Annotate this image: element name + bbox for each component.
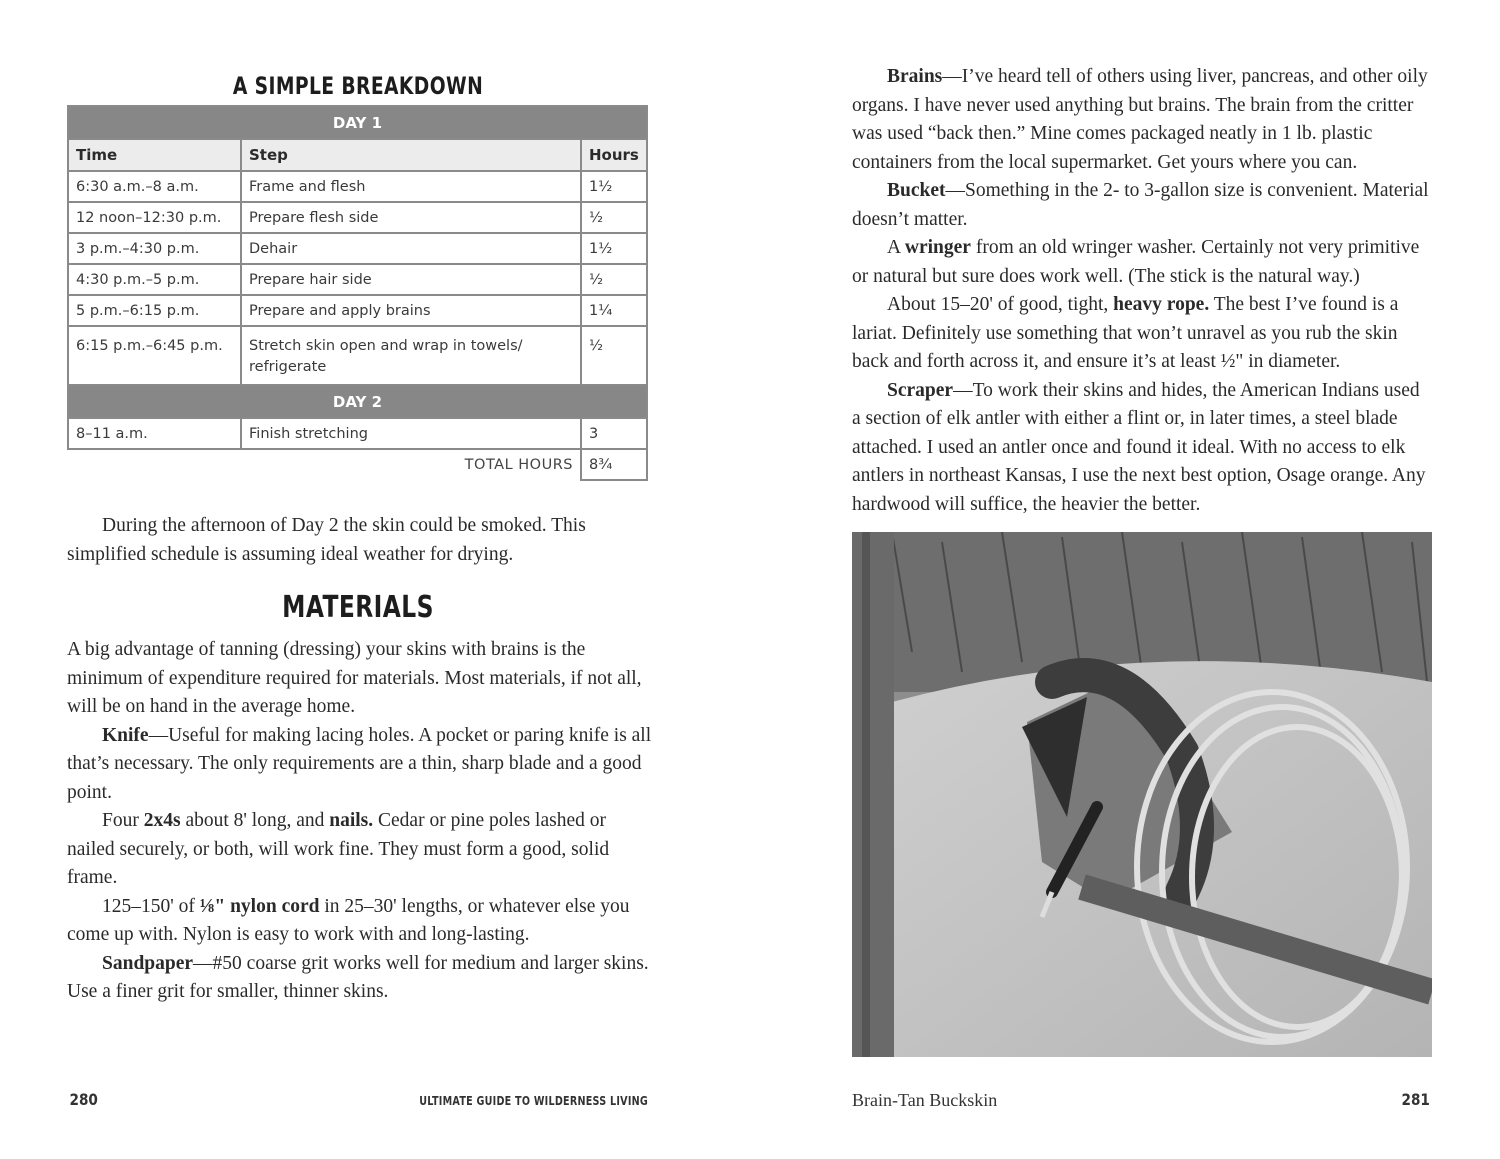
cord-paragraph [67,893,652,950]
table-row [68,233,647,264]
tools-photo-illustration [852,532,1432,1057]
knife-term: Knife [102,724,149,746]
rope-paragraph [852,291,1432,377]
bucket-text: —Something in the 2- to 3-gallon size is convenient. Material doesn’t matter. [852,180,1429,230]
hours-cell: 1½ [581,171,647,202]
schedule-note-paragraph: During the afternoon of Day 2 the skin could be smoked. This simplified schedule is assuming ideal weather for drying. [67,515,586,565]
breakdown-heading: A SIMPLE BREAKDOWN [232,72,484,100]
materials-text [67,636,652,1007]
column-header-row [68,139,647,171]
column-header-hours: Hours [581,139,647,171]
day1-header-row [68,106,647,139]
materials-intro: A big advantage of tanning (dressing) your skins with brains is the minimum of expenditure required for materials. Most materials, if not all, will be on hand in the average home. [67,639,642,717]
running-title-right: Brain-Tan Buckskin [852,1090,998,1110]
table-row [68,295,647,326]
brains-text: —I’ve heard tell of others using liver, pancreas, and other oily organs. I have never used anything but brains. The brain from the critter was used “back then.” Mine comes packaged neatly in 1 lb. plastic containers from the local supermarket. Get yours where you can. [852,66,1428,173]
brains-paragraph [852,63,1432,177]
brains-term: Brains [887,66,943,87]
scraper-text: —To work their skins and hides, the American Indians used a section of elk antler with either a flint or, in later times, a steel blade attached. I used an antler once and found it ideal. With no access to elk antlers in northeast Kansas, I use the next best option, Osage orange. Any hardwood will suffice, the heavier the better. [852,379,1426,515]
day1-label: DAY 1 [68,106,647,139]
table-row [68,418,647,449]
hours-cell: ½ [581,326,647,385]
materials-heading: MATERIALS [282,590,434,625]
lumber-pre: Four [102,810,144,831]
schedule-table [67,105,648,481]
time-cell: 5 p.m.–6:15 p.m. [68,295,241,326]
step-cell: Stretch skin open and wrap in towels/ refrigerate [241,326,581,385]
knife-text: —Useful for making lacing holes. A pocket or paring knife is all that’s necessary. The only requirements are a thin, sharp blade and a good point. [67,724,652,803]
hours-cell: 3 [581,418,647,449]
hours-cell: ½ [581,202,647,233]
sandpaper-paragraph [67,950,652,1007]
page-number-right: 281 [1401,1090,1430,1109]
wringer-pre: A [887,237,905,258]
lumber-mid: about 8' long, and [180,810,330,831]
sandpaper-term: Sandpaper [102,952,194,974]
rope-pre: About 15–20' of good, tight, [887,294,1114,315]
schedule-note [67,512,652,569]
bucket-term: Bucket [887,180,946,201]
knife-paragraph [67,722,652,808]
wringer-post: from an old wringer washer. Certainly not very primitive or natural but sure does work well. (The stick is the natural way.) [852,237,1420,287]
cord-post: in 25–30' lengths, or whatever else you come up with. Nylon is easy to work with and long-lasting. [67,895,630,945]
table-row [68,264,647,295]
total-row [68,449,647,480]
time-cell: 4:30 p.m.–5 p.m. [68,264,241,295]
step-cell: Frame and flesh [241,171,581,202]
wringer-term: wringer [904,237,971,258]
day2-label: DAY 2 [68,385,647,418]
table-row [68,326,647,385]
page-number-left: 280 [69,1090,98,1109]
tools-photo [852,532,1432,1057]
materials-continued [852,63,1432,519]
lumber-post: Cedar or pine poles lashed or nailed securely, or both, will work fine. They must form a good, solid frame. [67,810,610,888]
step-cell: Prepare and apply brains [241,295,581,326]
rope-post: The best I’ve found is a lariat. Definitely use something that won’t unravel as you rub the skin back and forth across it, and ensure it’s at least ½" in diameter. [852,294,1399,372]
step-cell: Dehair [241,233,581,264]
day2-header-row [68,385,647,418]
scraper-term: Scraper [887,379,954,401]
total-hours-label: TOTAL HOURS [464,457,573,473]
step-cell: Prepare flesh side [241,202,581,233]
time-cell: 3 p.m.–4:30 p.m. [68,233,241,264]
step-cell: Prepare hair side [241,264,581,295]
cord-pre: 125–150' of [102,895,200,917]
step-cell: Finish stretching [241,418,581,449]
hours-cell: 1¼ [581,295,647,326]
time-cell: 12 noon–12:30 p.m. [68,202,241,233]
bucket-paragraph [852,177,1432,234]
column-header-time: Time [68,139,241,171]
cord-term: ⅛" nylon cord [199,895,320,917]
nails-term: nails. [329,810,374,831]
table-row [68,202,647,233]
table-row [68,171,647,202]
lumber-paragraph [67,807,652,893]
hours-cell: ½ [581,264,647,295]
hours-cell: 1½ [581,233,647,264]
time-cell: 6:15 p.m.–6:45 p.m. [68,326,241,385]
rope-term: heavy rope. [1113,294,1210,315]
column-header-step: Step [241,139,581,171]
wringer-paragraph [852,234,1432,291]
right-page [750,0,1500,1159]
lumber-term: 2x4s [143,810,181,831]
time-cell: 6:30 a.m.–8 a.m. [68,171,241,202]
scraper-paragraph [852,377,1432,520]
sandpaper-text: —#50 coarse grit works well for medium and larger skins. Use a finer grit for smaller, thinner skins. [67,952,649,1002]
running-title-left: ULTIMATE GUIDE TO WILDERNESS LIVING [419,1094,648,1108]
total-hours-value: 8¾ [581,449,647,480]
total-label-cell [68,449,581,480]
time-cell: 8–11 a.m. [68,418,241,449]
